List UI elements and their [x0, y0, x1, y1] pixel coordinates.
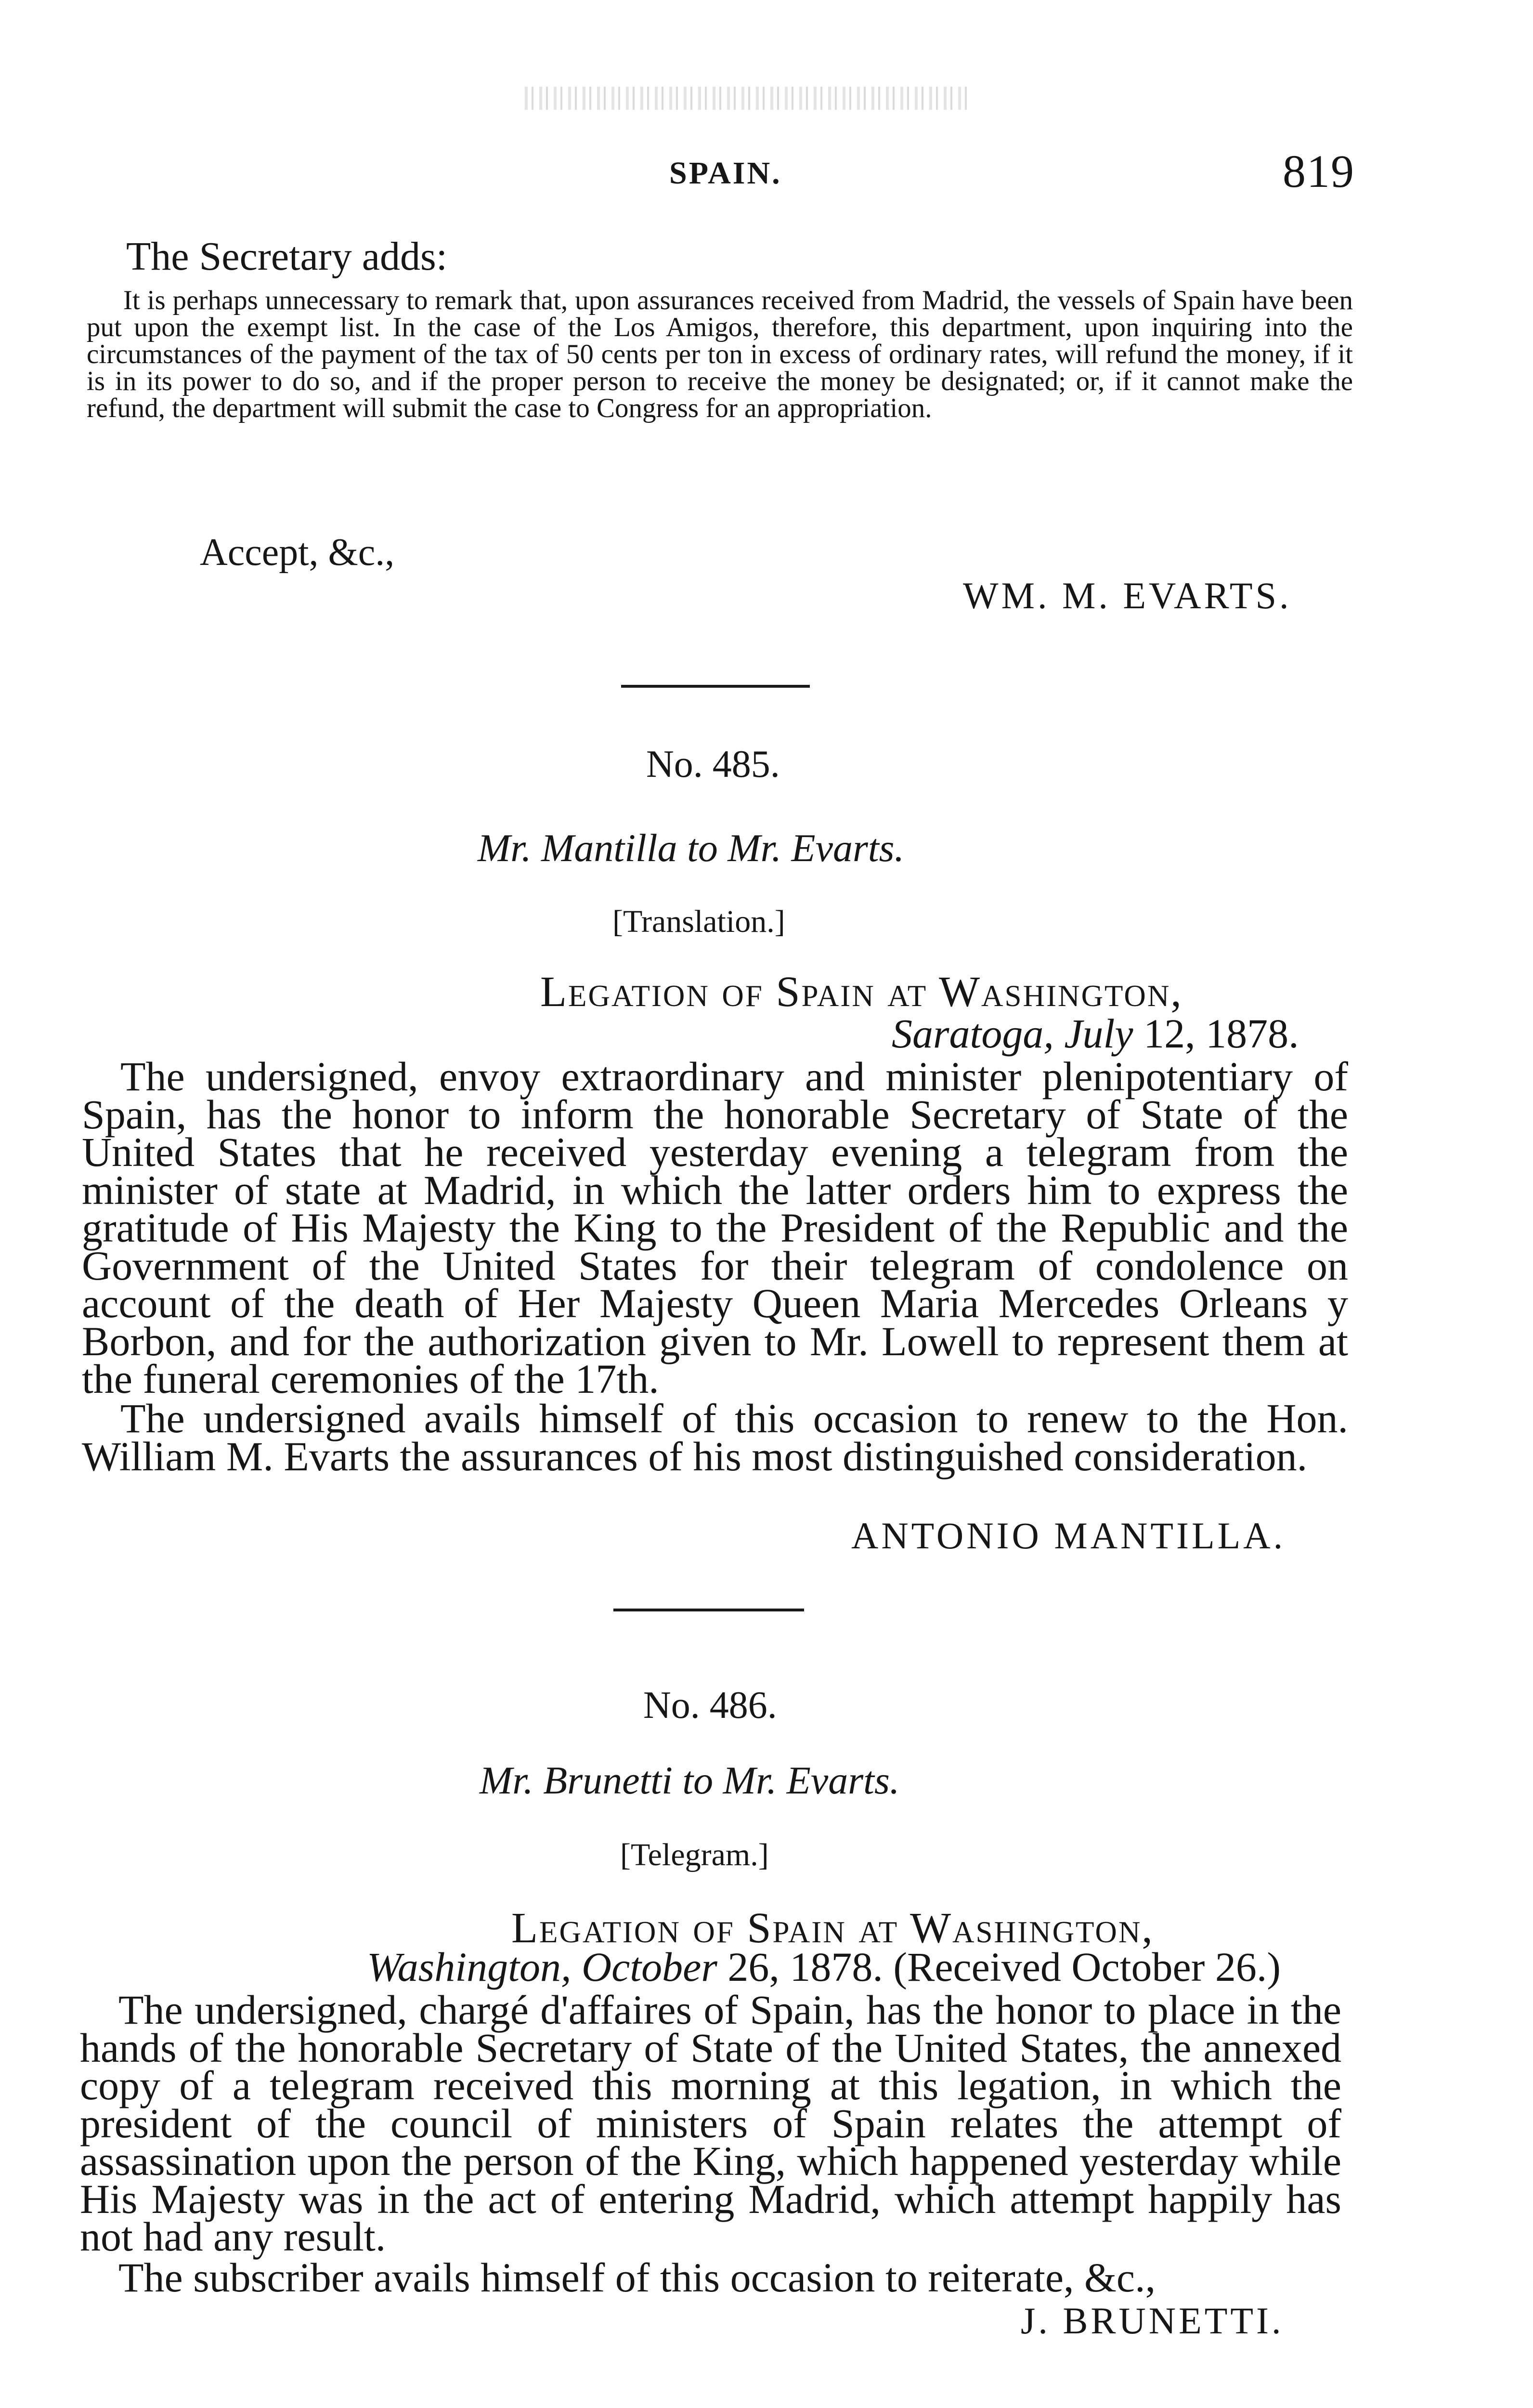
doc-485-dateline: [892, 1009, 1299, 1058]
signature-brunetti: J. BRUNETTI.: [1021, 2300, 1284, 2342]
section-divider: [613, 1609, 804, 1611]
doc-485-legation: Legation of Spain at Washington,: [540, 968, 1183, 1016]
page-number: 819: [1283, 145, 1355, 197]
doc-485-date-place: Saratoga, July: [892, 1010, 1133, 1057]
doc-486-number: No. 486.: [643, 1684, 777, 1727]
doc-486-legation: Legation of Spain at Washington,: [511, 1904, 1154, 1952]
doc-485-date-rest: 12, 1878.: [1143, 1010, 1299, 1057]
running-head: SPAIN.: [669, 156, 782, 191]
doc-486-note: [Telegram.]: [620, 1837, 769, 1872]
doc-486-para-1: The undersigned, chargé d'affaires of Spain, has the honor to place in the hands of the honorable Secretary of State of the United States, the annexed copy of a telegram received this morning at this legation, in which the president of the council of ministers of Spain relates the attempt of assassination upon the person of the King, which happened yesterday while His Majesty was in the act of entering Madrid, which attempt happily has not had any result.: [80, 1987, 1341, 2260]
doc-486-para-2: The subscriber avails himself of this occasion to reiterate, &c.,: [118, 2254, 1156, 2301]
signature-evarts: WM. M. EVARTS.: [963, 575, 1292, 616]
closing-accept: Accept, &c.,: [200, 531, 395, 574]
doc-486-date-rest: 26, 1878. (Received October 26.): [728, 1944, 1281, 1990]
section-divider: [621, 685, 810, 688]
doc-486-date-place: Washington, October: [367, 1944, 717, 1990]
doc-486-dateline: [367, 1943, 1281, 1991]
intro-line: The Secretary adds:: [126, 234, 448, 279]
doc-485-title: Mr. Mantilla to Mr. Evarts.: [478, 826, 905, 870]
doc-485-para-1: The undersigned, envoy extraordinary and minister plenipotentiary of Spain, has the honor to inform the honorable Secretary of State of the United States that he received yesterday evening a telegram from the minister of state at Madrid, in which the latter orders him to express the gratitude of His Majesty the King to the President of the Republic and the Government of the United States for their telegram of condolence on account of the death of Her Majesty Queen Maria Mercedes Orleans y Borbon, and for the authorization given to Mr. Lowell to represent them at the funeral ceremonies of the 17th.: [82, 1053, 1348, 1402]
doc-486-title: Mr. Brunetti to Mr. Evarts.: [480, 1758, 900, 1802]
scan-artifact: [525, 87, 973, 110]
doc-485-number: No. 485.: [646, 743, 780, 785]
secretary-quote: It is perhaps unnecessary to remark that, upon assurances received from Madrid, the vessels of Spain have been put upon the exempt list. In the case of the Los Amigos, therefore, this department, upon inquiring into the circumstances of the payment of the tax of 50 cents per ton in excess of ordinary rates, will refund the money, if it is in its power to do so, and if the proper person to receive the money be designated; or, if it cannot make the refund, the department will submit the case to Congress for an appropriation.: [87, 285, 1353, 423]
doc-485-para-2: The undersigned avails himself of this occasion to renew to the Hon. William M. Evarts the assurances of his most distinguished consideration.: [82, 1395, 1348, 1479]
signature-mantilla: ANTONIO MANTILLA.: [851, 1515, 1286, 1557]
doc-485-note: [Translation.]: [612, 904, 785, 939]
